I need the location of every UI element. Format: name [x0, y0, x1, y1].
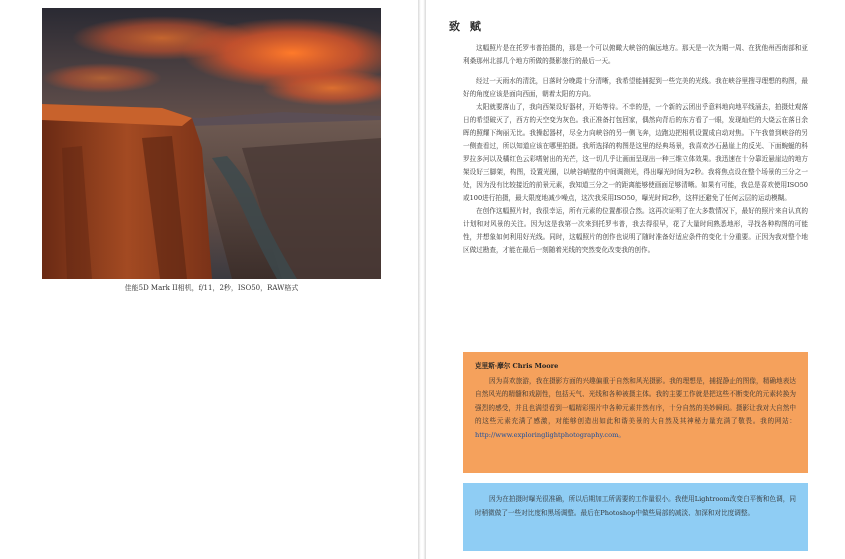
paragraph-intro: 这幅照片是在托罗韦普拍摄的，那是一个可以俯瞰大峡谷的偏远地方。那天是一次为期一周、在犹他州西南部和亚利桑那州北部几个地方所做的摄影旅行的最后一天。 — [463, 44, 808, 65]
canyon-photo-graphic — [42, 8, 381, 279]
author-website-link[interactable]: http://www.exploringlightphotography.com。 — [475, 430, 625, 439]
canyon-sunset-photo — [42, 8, 381, 279]
author-bio-text: 因为喜欢旅游，我在摄影方面的兴趣偏重于自然和风光摄影。我的理想是，捕捉静止的图像，精确地表达自然风光的精髓和戏剧性，包括天气、光线和各种被摄主体。我的主要工作就是把这些不断变化的元素转换为强烈的感受，并且也满望看到一幅精彩照片中各种元素井然有序，十分自然的美妙瞬间。摄影让我对大自然中的这些元素充满了感激，对能够创造出如此和谐美景的大自然及其神秘力量充满了敬畏。我的网站： — [475, 376, 796, 425]
post-processing-note: 因为在拍摄时曝光很准确，所以后期加工所需要的工作量很小。我使用Lightroom改变白平衡和色调，同时稍微做了一些对比度和黑场调整。最后在Photoshop中做些局部的减淡、加深和对比度调整。 — [475, 495, 796, 517]
article-body — [463, 42, 808, 257]
page-title: 致 赋 — [449, 20, 484, 33]
post-processing-note-box — [463, 483, 808, 551]
author-name: 克里斯·摩尔 Chris Moore — [475, 362, 559, 370]
author-bio — [475, 375, 796, 443]
page-gutter — [418, 0, 426, 559]
paragraph-reflection: 在创作这幅照片时，我很幸运，所有元素的位置都很合然。这再次证明了在大多数情况下，最好的照片来自认真的计划和对风景的关注。因为这是我第一次来到托罗韦普，我去得很早，花了大量时间熟悉地形，寻找各种构图的可能性，并想象如何利用好光线。同时，这幅照片的创作也说明了随时准备好适应条件的变化十分重要。正因为我对整个地区做过勘查，才能在最后一刻随着光线的突然变化改变我的创作。 — [463, 207, 808, 254]
author-bio-box — [463, 352, 808, 473]
photo-caption: 佳能5D Mark II相机，f/11，2秒，ISO50，RAW格式 — [124, 284, 299, 292]
paragraph-weather: 经过一天雨水的清洗，日落时分晚霞十分清晰，我希望能捕捉到一些完美的光线。我在峡谷里搜寻理想的构图，最好的角度应该是面向西面，朝着太阳的方向。 — [463, 77, 808, 98]
paragraph-process: 太阳就要落山了，我向西架设好器材，开始等待。不幸的是，一个新的云团出乎意料地向地平线涌去，拍摄灶观落日的希望破灭了，西方的天空变为灰色。我正准备打包回家，偶然向背后的东方看了一眼，发现灿烂的大烧云在落日余晖的照耀下绚丽无比。我操起器材，尽全力向峡谷的另一侧飞奔，边跑边把相机设置成自动对焦。下午我曾到峡谷的另一侧查看过，所以知道应该在哪里拍摄。我所选择的构图是这里的经典场景，我喜欢沙石悬崖上的反光、下面蜿蜒的科罗拉多河以及橘红色云彩嗜射出的光芒，这一切几乎让画面呈现出一种三维立体效果。我迅速在十分靠近悬崖边的地方架设好三脚架，构图，设置光圈，以峡谷峭壁的中间调测光，得出曝光时间为2秒。我将焦点设在整个场景的三分之一处，因为没有比较接近的前景元素，我知道三分之一的距离能够使画面足够清晰。如果有可能，我总是喜欢使用ISO50或100进行拍摄，最大限度地减少噪点，这次我采用ISO50，曝光时间2秒，这样还避免了任何云层的运动模糊。 — [463, 103, 808, 202]
